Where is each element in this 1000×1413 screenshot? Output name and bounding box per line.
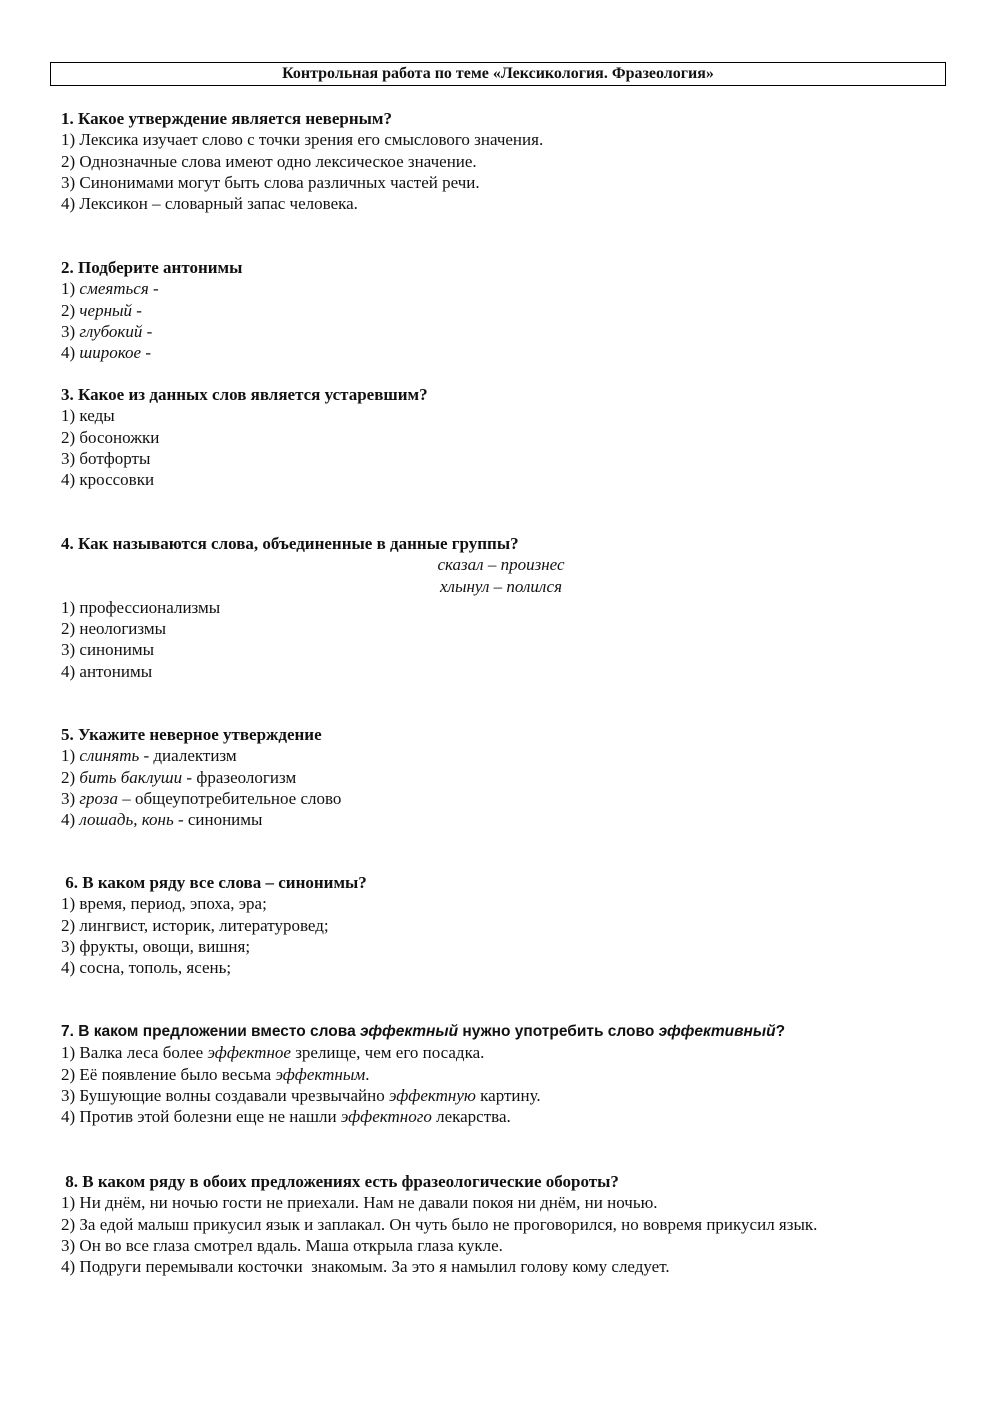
question-5-option-2: 2) бить баклуши - фразеологизм — [61, 767, 297, 787]
question-6-heading: 6. В каком ряду все слова – синонимы? — [61, 873, 367, 892]
question-5-option-3: 3) гроза – общеупотребительное слово — [61, 788, 342, 808]
question-4-heading: 4. Как называются слова, объединенные в данные группы? — [61, 534, 519, 553]
question-2-option-4: 4) широкое - — [61, 343, 152, 363]
question-1-heading: 1. Какое утверждение является неверным? — [61, 109, 393, 128]
question-7-heading: 7. В каком предложении вместо слова эффектный нужно употребить слово эффективный? — [61, 1023, 786, 1040]
question-2 — [61, 257, 961, 363]
question-8 — [61, 1171, 961, 1277]
question-1-option-1: 1) Лексика изучает слово с точки зрения его смыслового значения. — [61, 130, 544, 150]
question-8-option-4: 4) Подруги перемывали косточки знакомым. За это я намылил голову кому следует. — [61, 1257, 670, 1277]
question-7-option-2: 2) Её появление было весьма эффектным. — [61, 1064, 370, 1084]
question-4 — [61, 533, 961, 682]
question-8-option-2: 2) За едой малыш прикусил язык и заплакал. Он чуть было не проговорился, но вовремя прикусил язык. — [61, 1214, 818, 1234]
question-5-heading: 5. Укажите неверное утверждение — [61, 725, 322, 744]
question-2-heading: 2. Подберите антонимы — [61, 258, 243, 277]
question-3-heading: 3. Какое из данных слов является устаревшим? — [61, 385, 428, 404]
question-1 — [61, 108, 961, 214]
question-5 — [61, 724, 961, 830]
question-4-example-2: хлынул – полился — [440, 576, 562, 596]
question-2-option-2: 2) черный - — [61, 300, 142, 320]
question-3-option-2: 2) босоножки — [61, 427, 160, 447]
question-4-option-2: 2) неологизмы — [61, 619, 167, 639]
question-7-option-3: 3) Бушующие волны создавали чрезвычайно эффектную картину. — [61, 1085, 541, 1105]
title-box — [50, 62, 946, 86]
question-6 — [61, 872, 961, 978]
question-3-option-4: 4) кроссовки — [61, 470, 155, 490]
question-7-option-4: 4) Против этой болезни еще не нашли эффектного лекарства. — [61, 1107, 511, 1127]
question-5-option-1: 1) слинять - диалектизм — [61, 746, 237, 766]
question-4-example-1: сказал – произнес — [437, 555, 565, 575]
question-3-option-3: 3) ботфорты — [61, 448, 151, 468]
question-2-option-1: 1) смеяться - — [61, 279, 159, 299]
question-1-option-4: 4) Лексикон – словарный запас человека. — [61, 194, 358, 214]
question-2-option-3: 3) глубокий - — [61, 321, 153, 341]
question-1-option-2: 2) Однозначные слова имеют одно лексическое значение. — [61, 151, 477, 171]
worksheet-title: Контрольная работа по теме «Лексикология. Фразеология» — [282, 65, 714, 82]
question-6-option-4: 4) сосна, тополь, ясень; — [61, 958, 232, 978]
question-4-option-3: 3) синонимы — [61, 640, 155, 660]
question-4-option-1: 1) профессионализмы — [61, 597, 221, 617]
question-6-option-1: 1) время, период, эпоха, эра; — [61, 894, 267, 914]
question-8-option-1: 1) Ни днём, ни ночью гости не приехали. Нам не давали покоя ни днём, ни ночью. — [61, 1193, 658, 1213]
question-4-option-4: 4) антонимы — [61, 661, 153, 681]
question-8-heading: 8. В каком ряду в обоих предложениях есть фразеологические обороты? — [61, 1172, 619, 1191]
question-7-option-1: 1) Валка леса более эффектное зрелище, чем его посадка. — [61, 1043, 485, 1063]
question-1-option-3: 3) Синонимами могут быть слова различных частей речи. — [61, 172, 480, 192]
question-5-option-4: 4) лошадь, конь - синонимы — [61, 810, 263, 830]
question-6-option-2: 2) лингвист, историк, литературовед; — [61, 915, 329, 935]
question-7 — [61, 1021, 961, 1127]
question-8-option-3: 3) Он во все глаза смотрел вдаль. Маша открыла глаза кукле. — [61, 1235, 503, 1255]
question-3 — [61, 384, 961, 490]
question-6-option-3: 3) фрукты, овощи, вишня; — [61, 936, 251, 956]
question-3-option-1: 1) кеды — [61, 406, 115, 426]
